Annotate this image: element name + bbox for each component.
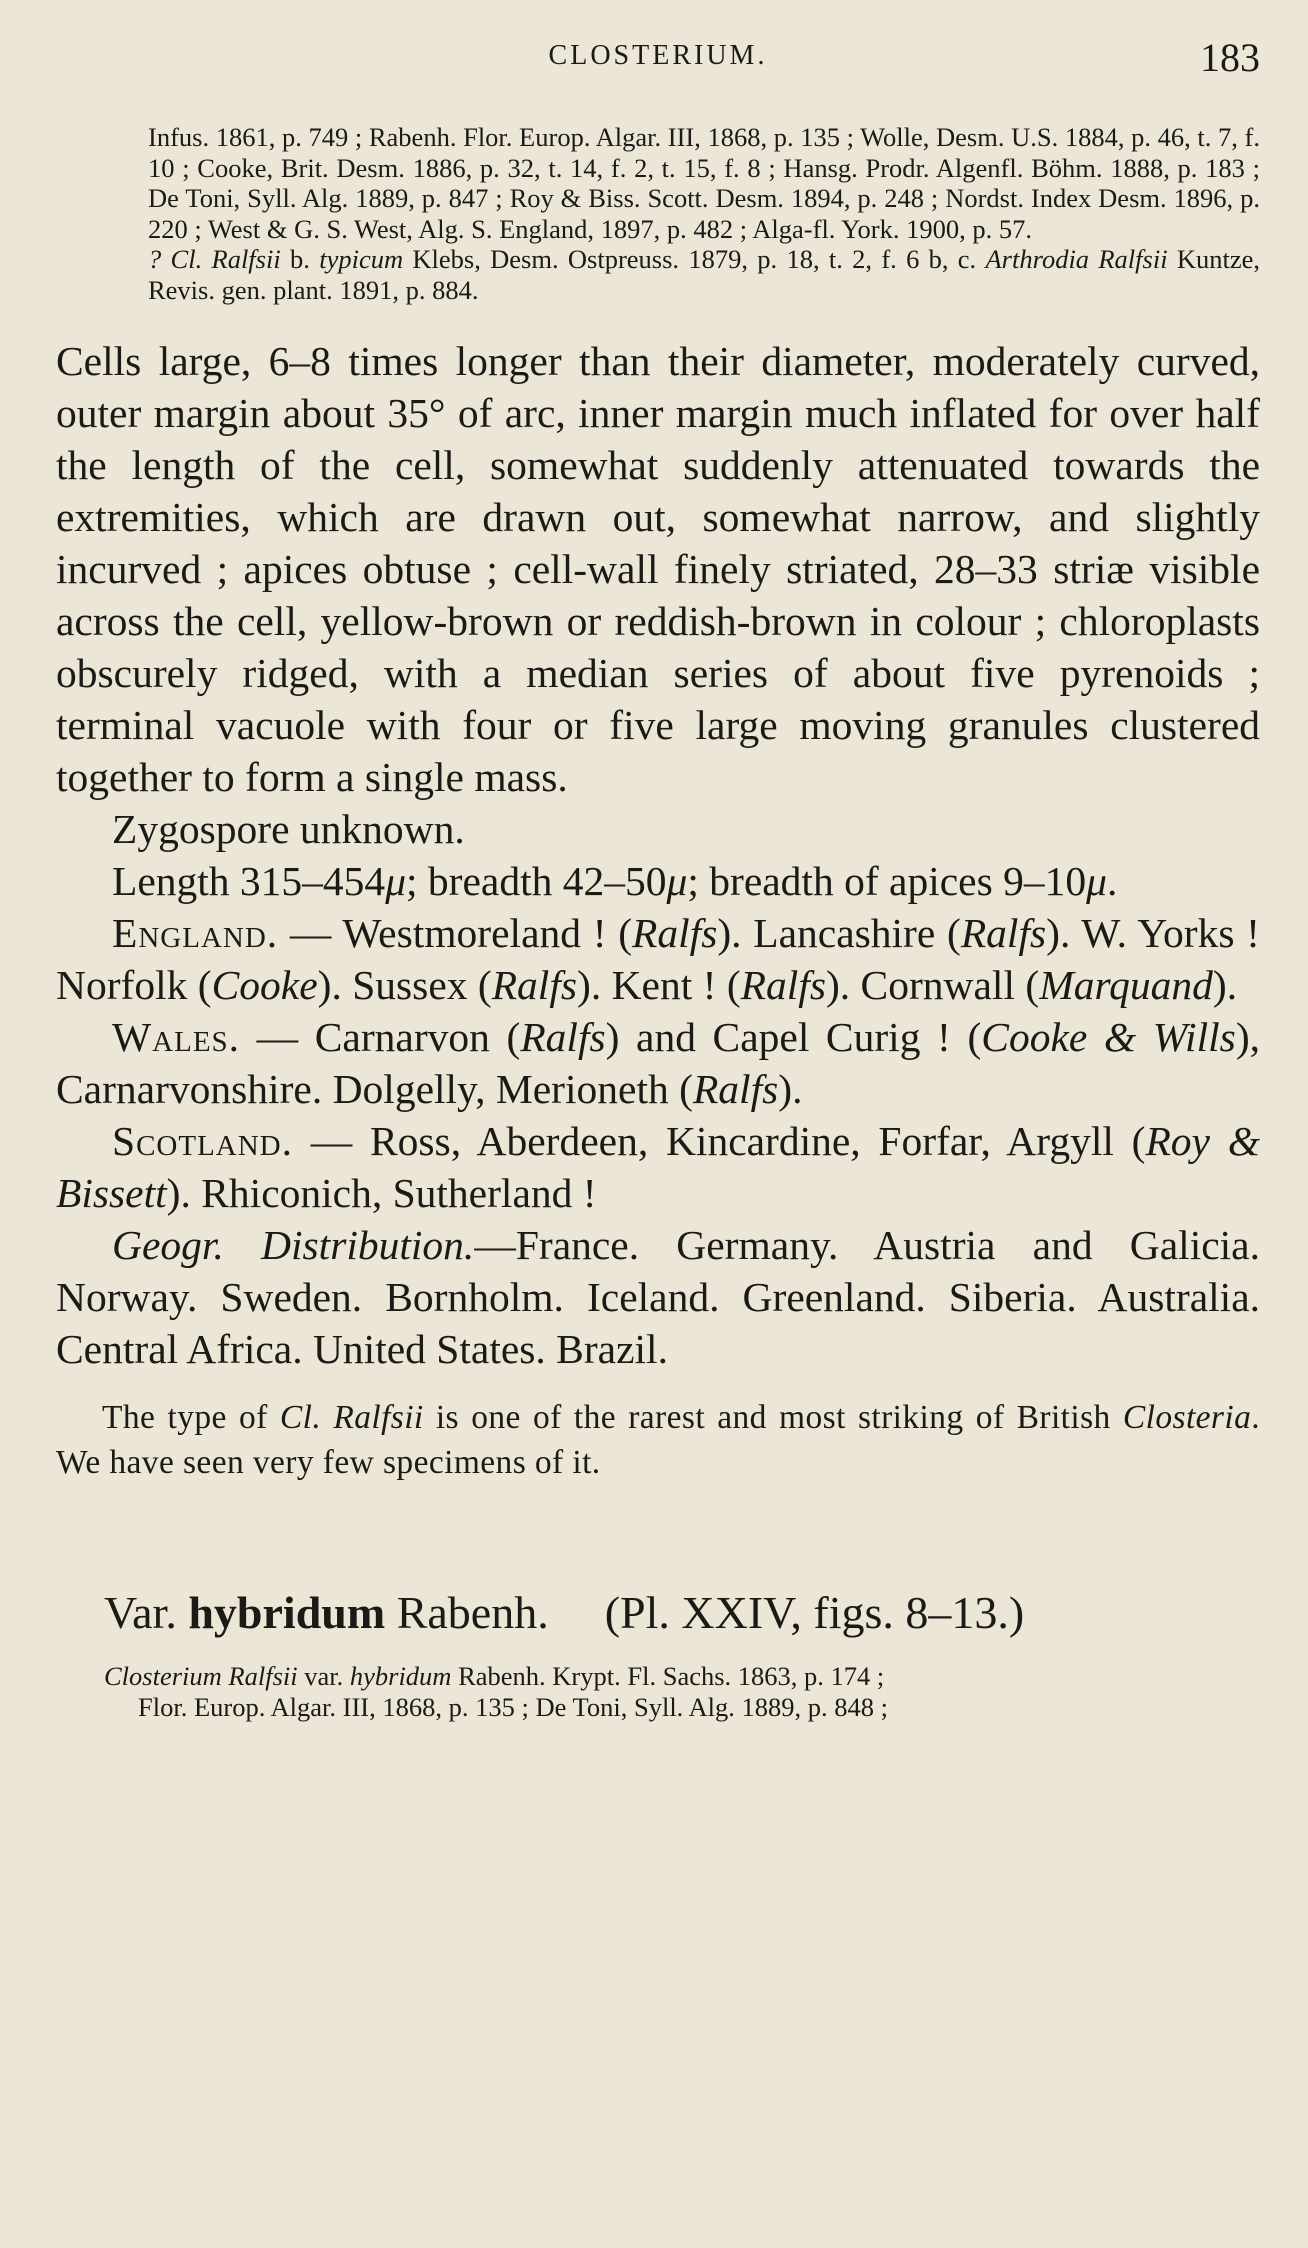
variety-synonymy-line: Flor. Europ. Algar. III, 1868, p. 135 ; De Toni, Syll. Alg. 1889, p. 848 ;	[138, 1692, 888, 1722]
synonymy-arthrodia: Arthrodia Ralfsii	[985, 244, 1168, 274]
description-body	[56, 335, 1260, 1375]
variety-heading	[104, 1585, 1260, 1641]
zygospore-statement: Zygospore unknown.	[112, 806, 465, 852]
micron-symbol: μ	[385, 858, 407, 904]
england-text: ). Cornwall (	[825, 962, 1040, 1008]
geographic-text: —France. Germany. Austria and Galicia. Norway. Sweden. Bornholm. Iceland. Greenland. Siberia. Australia. Central Africa. United States. Brazil.	[56, 1222, 1260, 1372]
dimensions	[56, 855, 1260, 907]
wales-label: Wales.	[112, 1014, 241, 1060]
rarity-note	[56, 1395, 1260, 1485]
geographic-label: Geogr. Distribution.	[112, 1222, 475, 1268]
synonymy-klebs-ref: Klebs, Desm. Ostpreuss. 1879, p. 18, t. 2, f. 6 b, c.	[403, 244, 977, 274]
england-label: England.	[112, 910, 279, 956]
england-text: ). W. Yorks ! Norfolk (	[56, 910, 1261, 1008]
synonymy-kuntze-ref: Kuntze, Revis. gen. plant. 1891, p. 884.	[148, 244, 1261, 305]
variety-name: hybridum	[188, 1587, 386, 1638]
note-text: . We have seen very few specimens of it.	[56, 1399, 1260, 1481]
note-taxon: Cl. Ralfsii	[279, 1399, 424, 1436]
england-text: — Westmoreland ! (	[278, 910, 633, 956]
collector: Marquand	[1039, 962, 1213, 1008]
note-text: is one of the rarest and most striking of British	[423, 1399, 1123, 1436]
running-head	[56, 0, 1260, 80]
variety-author: Rabenh.	[396, 1587, 549, 1638]
synonymy-typicum: typicum	[319, 244, 404, 274]
synonymy-references: Infus. 1861, p. 749 ; Rabenh. Flor. Europ. Algar. III, 1868, p. 135 ; Wolle, Desm. U.S. 1884, p. 46, t. 7, f. 10 ; Cooke, Brit. Desm. 1886, p. 32, t. 14, f. 2, t. 15, f. 8 ; Hansg. Prodr. Algenfl. Böhm. 1888, p. 183 ; De Toni, Syll. Alg. 1889, p. 847 ; Roy & Biss. Scott. Desm. 1894, p. 248 ; Nordst. Index Desm. 1896, p. 220 ; West & G. S. West, Alg. S. England, 1897, p. 482 ; Alga-fl. York. 1900, p. 57.	[148, 122, 1260, 244]
distribution-scotland	[56, 1115, 1260, 1219]
wales-text: ), Carnarvonshire. Dolgelly, Merioneth (	[56, 1014, 1261, 1112]
note-text: The type of	[102, 1399, 280, 1436]
dimensions-length: Length 315–454	[112, 858, 386, 904]
england-text: ). Lancashire (	[717, 910, 961, 956]
variety-synonymy-line	[104, 1661, 1260, 1692]
micron-symbol: μ	[666, 858, 688, 904]
synonymy-klebs	[148, 244, 1260, 305]
variety-synonymy-var: var.	[297, 1661, 350, 1691]
description-main: Cells large, 6–8 times longer than their diameter, moderately curved, outer margin about 35° of arc, inner margin much inflated for over half the length of the cell, somewhat suddenly attenuated towards the extremities, which are drawn out, somewhat narrow, and slightly incurved ; apices obtuse ; cell-wall finely striated, 28–33 striæ visible across the cell, yellow-brown or reddish-brown in colour ; chloroplasts obscurely ridged, with a median series of about five pyrenoids ; terminal vacuole with four or five large moving granules clustered together to form a single mass.	[56, 338, 1260, 800]
wales-text: ).	[778, 1066, 803, 1112]
synonymy-block	[148, 122, 1260, 305]
collector: Ralfs	[692, 1066, 779, 1112]
micron-symbol: μ	[1086, 858, 1107, 904]
collector: Ralfs	[491, 962, 578, 1008]
note-taxon: Closteria	[1122, 1399, 1252, 1436]
england-text: ).	[1212, 962, 1238, 1008]
synonymy-b: b.	[280, 244, 320, 274]
page-number: 183	[1200, 35, 1260, 80]
collector: Cooke & Wills	[981, 1014, 1236, 1060]
collector: Ralfs	[960, 910, 1047, 956]
variety-prefix: Var.	[104, 1587, 177, 1638]
running-title: CLOSTERIUM.	[548, 40, 768, 71]
synonymy-cl-ralfsii: ? Cl. Ralfsii	[148, 244, 281, 274]
scotland-text: — Ross, Aberdeen, Kincardine, Forfar, Argyll (	[293, 1118, 1146, 1164]
dimensions-end: .	[1106, 858, 1118, 904]
variety-synonymy-taxon: Closterium Ralfsii	[104, 1661, 298, 1691]
variety-synonymy-ref: Rabenh. Krypt. Fl. Sachs. 1863, p. 174 ;	[451, 1661, 885, 1691]
scotland-label: Scotland.	[112, 1118, 293, 1164]
variety-synonymy-name: hybridum	[349, 1661, 452, 1691]
england-text: ). Sussex (	[317, 962, 492, 1008]
variety-synonymy	[104, 1661, 1260, 1723]
collector: Ralfs	[520, 1014, 606, 1060]
collector: Roy & Bissett	[56, 1118, 1260, 1216]
collector: Ralfs	[632, 910, 718, 956]
wales-text: — Carnarvon (	[240, 1014, 521, 1060]
collector: Ralfs	[740, 962, 826, 1008]
distribution-wales	[56, 1011, 1260, 1115]
collector: Cooke	[211, 962, 318, 1008]
england-text: ). Kent ! (	[577, 962, 741, 1008]
dimensions-breadth: ; breadth 42–50	[406, 858, 667, 904]
dimensions-apices: ; breadth of apices 9–10	[687, 858, 1087, 904]
distribution-england	[56, 907, 1260, 1011]
wales-text: ) and Capel Curig ! (	[605, 1014, 982, 1060]
variety-plate-reference: (Pl. XXIV, figs. 8–13.)	[604, 1587, 1025, 1638]
geographic-distribution	[56, 1219, 1260, 1375]
scotland-text: ). Rhiconich, Sutherland !	[166, 1170, 597, 1216]
